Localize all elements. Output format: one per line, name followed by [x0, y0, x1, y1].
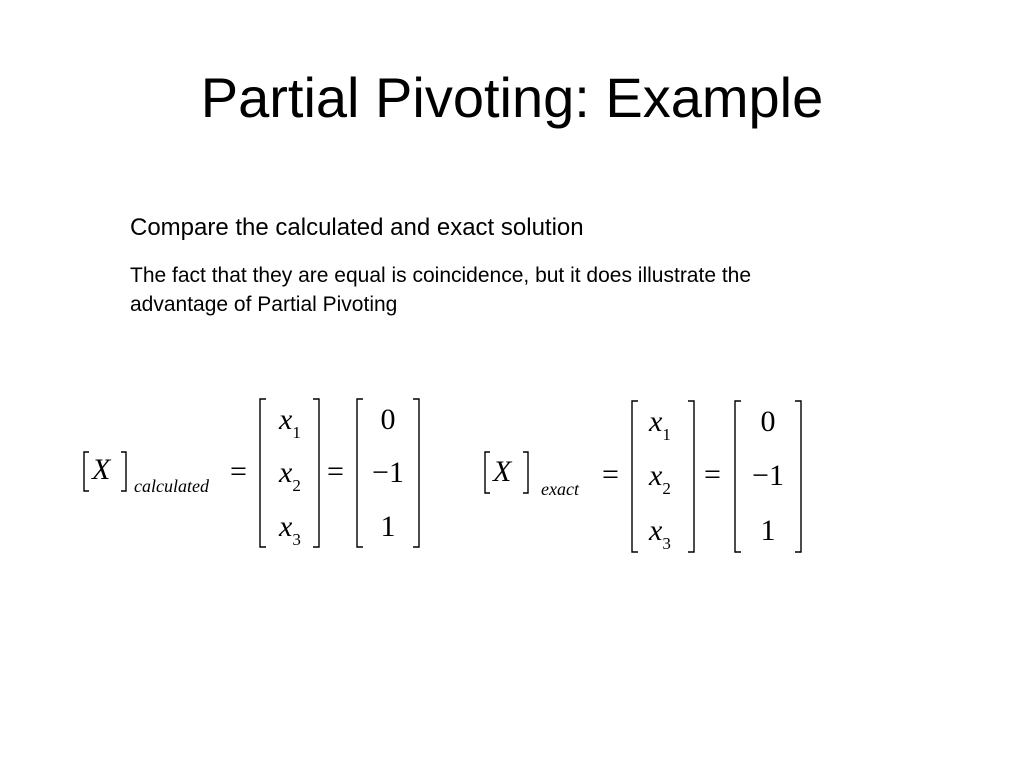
exact-value-1: 0 [760, 405, 776, 438]
exact-subscript: exact [541, 479, 579, 499]
exact-var-2: $x_2$ [649, 459, 671, 498]
body-line-compare: Compare the calculated and exact solution [130, 214, 584, 241]
body-line-coincidence: The fact that they are equal is coincidence, but it does illustrate the advantage of Partial Pivoting [130, 264, 752, 316]
calculated-equals-1: = [230, 455, 247, 488]
calculated-value-2: −1 [372, 456, 404, 489]
calculated-var-1: $x_1$ [279, 403, 301, 442]
exact-value-3: 1 [760, 514, 776, 547]
exact-equals-1: = [602, 458, 619, 491]
calculated-var-3: $x_3$ [279, 510, 301, 549]
exact-var-3: $x_3$ [649, 514, 671, 553]
calculated-value-1: 0 [380, 403, 396, 436]
exact-equals-2: = [704, 458, 721, 491]
calculated-x-symbol: X [92, 453, 111, 486]
calculated-value-3: 1 [380, 510, 396, 543]
exact-value-2: −1 [752, 459, 784, 492]
calculated-equals-2: = [327, 455, 344, 488]
slide-title: Partial Pivoting: Example [200, 66, 824, 129]
calculated-var-2: $x_2$ [279, 456, 301, 495]
exact-x-symbol: X [493, 455, 512, 488]
exact-var-1: $x_1$ [649, 405, 671, 444]
calculated-subscript: calculated [134, 476, 209, 496]
